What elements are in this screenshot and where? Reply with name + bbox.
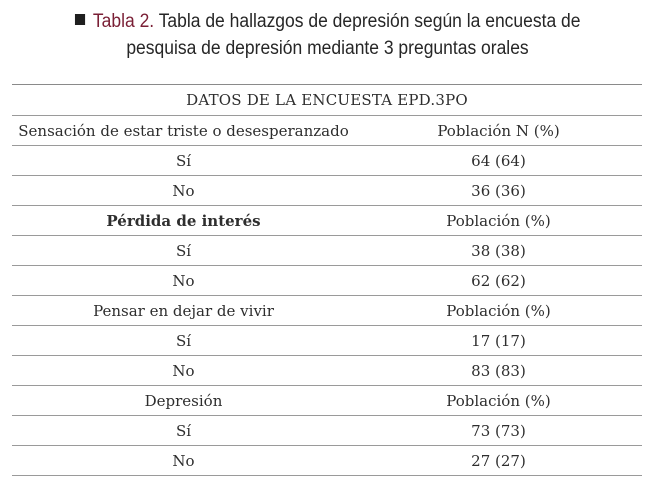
table-caption <box>26 8 629 62</box>
table-row <box>12 416 642 446</box>
table-row <box>12 446 642 476</box>
answer-cell: No <box>12 266 355 296</box>
section-header-row <box>12 386 642 416</box>
column-header-cell: Población (%) <box>355 206 642 236</box>
square-bullet-icon <box>75 14 85 25</box>
table-title-row <box>12 85 642 116</box>
question-cell: Pérdida de interés <box>12 206 355 236</box>
question-cell: Depresión <box>12 386 355 416</box>
table-title: DATOS DE LA ENCUESTA EPD.3PO <box>12 85 642 116</box>
section-header-row <box>12 206 642 236</box>
question-cell: Pensar en dejar de vivir <box>12 296 355 326</box>
question-cell: Sensación de estar triste o desesperanzado <box>12 116 355 146</box>
value-cell: 73 (73) <box>355 416 642 446</box>
value-cell: 27 (27) <box>355 446 642 476</box>
table-row <box>12 326 642 356</box>
section-header-row <box>12 116 642 146</box>
column-header-cell: Población (%) <box>355 386 642 416</box>
value-cell: 83 (83) <box>355 356 642 386</box>
caption-line-2: pesquisa de depresión mediante 3 preguntas orales <box>126 38 529 59</box>
table-row <box>12 266 642 296</box>
answer-cell: Sí <box>12 416 355 446</box>
caption-line-1 <box>26 8 629 35</box>
table-row <box>12 236 642 266</box>
survey-table <box>12 85 642 476</box>
value-cell: 36 (36) <box>355 176 642 206</box>
depression-table <box>12 84 642 476</box>
value-cell: 64 (64) <box>355 146 642 176</box>
answer-cell: No <box>12 176 355 206</box>
table-row <box>12 146 642 176</box>
caption-text-1: Tabla de hallazgos de depresión según la encuesta de <box>158 11 581 32</box>
table-row <box>12 356 642 386</box>
value-cell: 38 (38) <box>355 236 642 266</box>
table-row <box>12 176 642 206</box>
answer-cell: No <box>12 356 355 386</box>
value-cell: 62 (62) <box>355 266 642 296</box>
answer-cell: Sí <box>12 236 355 266</box>
column-header-cell: Población (%) <box>355 296 642 326</box>
answer-cell: Sí <box>12 326 355 356</box>
answer-cell: No <box>12 446 355 476</box>
caption-label: Tabla 2. <box>92 11 155 32</box>
section-header-row <box>12 296 642 326</box>
value-cell: 17 (17) <box>355 326 642 356</box>
column-header-cell: Población N (%) <box>355 116 642 146</box>
answer-cell: Sí <box>12 146 355 176</box>
